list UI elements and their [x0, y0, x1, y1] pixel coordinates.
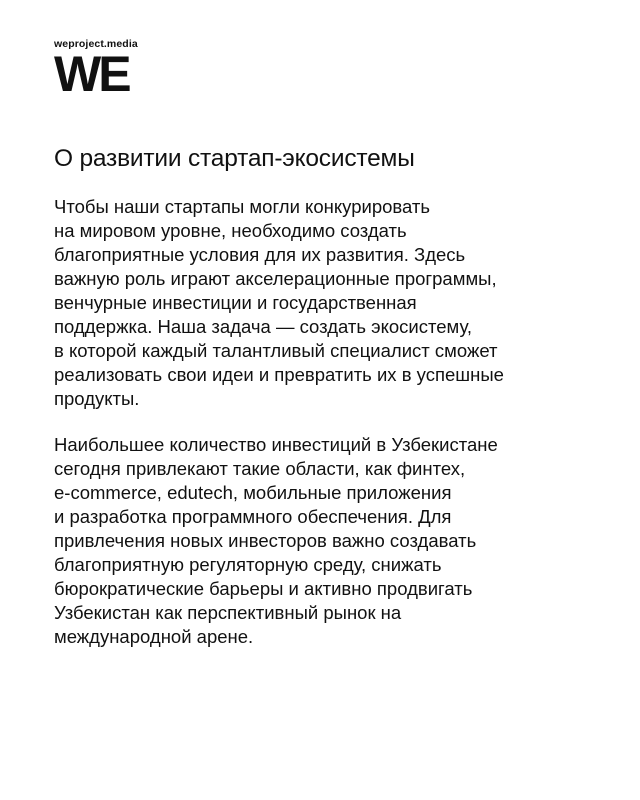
text-line: e-commerce, edutech, мобильные приложения: [54, 482, 452, 503]
article-body: [54, 195, 614, 671]
text-line: реализовать свои идеи и превратить их в успешные: [54, 364, 504, 385]
text-line: в которой каждый талантливый специалист сможет: [54, 340, 498, 361]
text-line: сегодня привлекают такие области, как финтех,: [54, 458, 466, 479]
text-line: бюрократические барьеры и активно продвигать: [54, 578, 473, 599]
text-line: продукты.: [54, 388, 140, 409]
text-line: международной арене.: [54, 626, 254, 647]
text-line: Узбекистан как перспективный рынок на: [54, 602, 402, 623]
text-line: важную роль играют акселерационные программы,: [54, 268, 497, 289]
page-title: О развитии стартап-экосистемы: [54, 145, 415, 172]
text-line: и разработка программного обеспечения. Для: [54, 506, 452, 527]
text-line: на мировом уровне, необходимо создать: [54, 220, 407, 241]
brand-logo: WE: [54, 46, 129, 102]
text-line: привлечения новых инвесторов важно создавать: [54, 530, 477, 551]
paragraph-1: [54, 195, 614, 411]
text-line: Наибольшее количество инвестиций в Узбекистане: [54, 434, 498, 455]
text-line: поддержка. Наша задача — создать экосистему,: [54, 316, 473, 337]
brand-block: [54, 38, 138, 102]
text-line: венчурные инвестиции и государственная: [54, 292, 417, 313]
brand-site-url: weproject.media: [54, 38, 138, 50]
text-line: Чтобы наши стартапы могли конкурировать: [54, 196, 431, 217]
text-line: благоприятную регуляторную среду, снижать: [54, 554, 442, 575]
text-line: благоприятные условия для их развития. Здесь: [54, 244, 466, 265]
paragraph-2: [54, 433, 614, 649]
